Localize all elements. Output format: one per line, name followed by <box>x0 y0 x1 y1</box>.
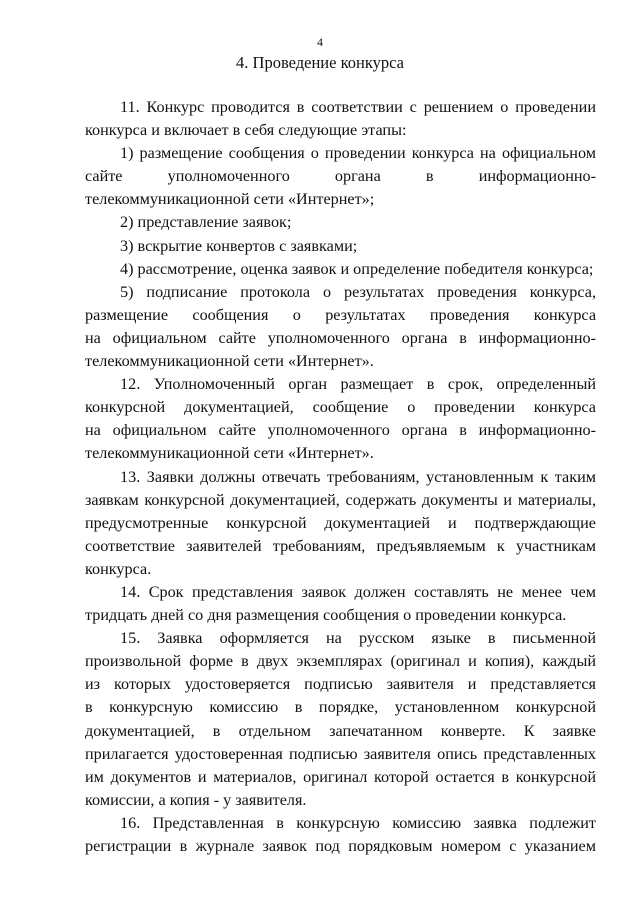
text-line: телекоммуникационной сети «Интернет». <box>85 352 374 371</box>
text-line: 12. Уполномоченный орган размещает в срок, определенный <box>120 375 596 394</box>
text-line: конкурса и включает в себя следующие этапы: <box>85 121 407 140</box>
text-line: документацией, в отдельном запечатанном конверте. К заявке <box>85 721 596 740</box>
text-line: тридцать дней со дня размещения сообщения о проведении конкурса. <box>85 606 567 625</box>
text-line: им документов и материалов, оригинал которой остается в конкурсной <box>85 767 596 786</box>
text-line: 1) размещение сообщения о проведении конкурса на официальном <box>120 144 596 163</box>
text-line: 15. Заявка оформляется на русском языке в письменной <box>120 629 596 648</box>
text-line: заявкам конкурсной документацией, содержать документы и материалы, <box>85 490 596 509</box>
text-line: 2) представление заявок; <box>120 213 292 232</box>
text-line: 5) подписание протокола о результатах проведения конкурса, <box>120 282 596 301</box>
text-line: 13. Заявки должны отвечать требованиям, установленным к таким <box>120 467 596 486</box>
section-title: 4. Проведение конкурса <box>236 53 404 72</box>
document-body <box>85 96 596 858</box>
text-line: предусмотренные конкурсной документацией и подтверждающие <box>85 513 596 532</box>
text-line: 16. Представленная в конкурсную комиссию заявка подлежит <box>120 813 596 832</box>
text-line: 14. Срок представления заявок должен составлять не менее чем <box>120 582 596 601</box>
text-line: сайте уполномоченного органа в информационно- <box>85 167 596 186</box>
text-line: произвольной форме в двух экземплярах (оригинал и копия), каждый <box>85 652 596 671</box>
text-line: прилагается удостоверенная подписью заявителя опись представленных <box>85 744 596 763</box>
text-line: 3) вскрытие конвертов с заявками; <box>120 236 358 255</box>
text-line: телекоммуникационной сети «Интернет»; <box>85 190 375 209</box>
text-line: конкурсной документацией, сообщение о проведении конкурса <box>85 398 596 417</box>
text-line: соответствие заявителей требованиям, предъявляемым к участникам <box>85 536 596 555</box>
text-line: 11. Конкурс проводится в соответствии с решением о проведении <box>120 98 596 116</box>
text-line: на официальном сайте уполномоченного органа в информационно- <box>85 328 596 347</box>
text-line: регистрации в журнале заявок под порядковым номером с указанием <box>85 837 596 855</box>
text-line: на официальном сайте уполномоченного органа в информационно- <box>85 421 596 440</box>
text-line: комиссии, а копия - у заявителя. <box>85 790 307 809</box>
page-number: 4 <box>317 35 323 49</box>
text-line: 4) рассмотрение, оценка заявок и определение победителя конкурса; <box>120 259 594 278</box>
text-line: в конкурсную комиссию в порядке, установленном конкурсной <box>85 698 596 717</box>
text-line: размещение сообщения о результатах проведения конкурса <box>85 305 596 324</box>
text-line: телекоммуникационной сети «Интернет». <box>85 444 374 463</box>
text-line: конкурса. <box>85 559 152 578</box>
text-line: из которых удостоверяется подписью заявителя и представляется <box>85 675 596 694</box>
